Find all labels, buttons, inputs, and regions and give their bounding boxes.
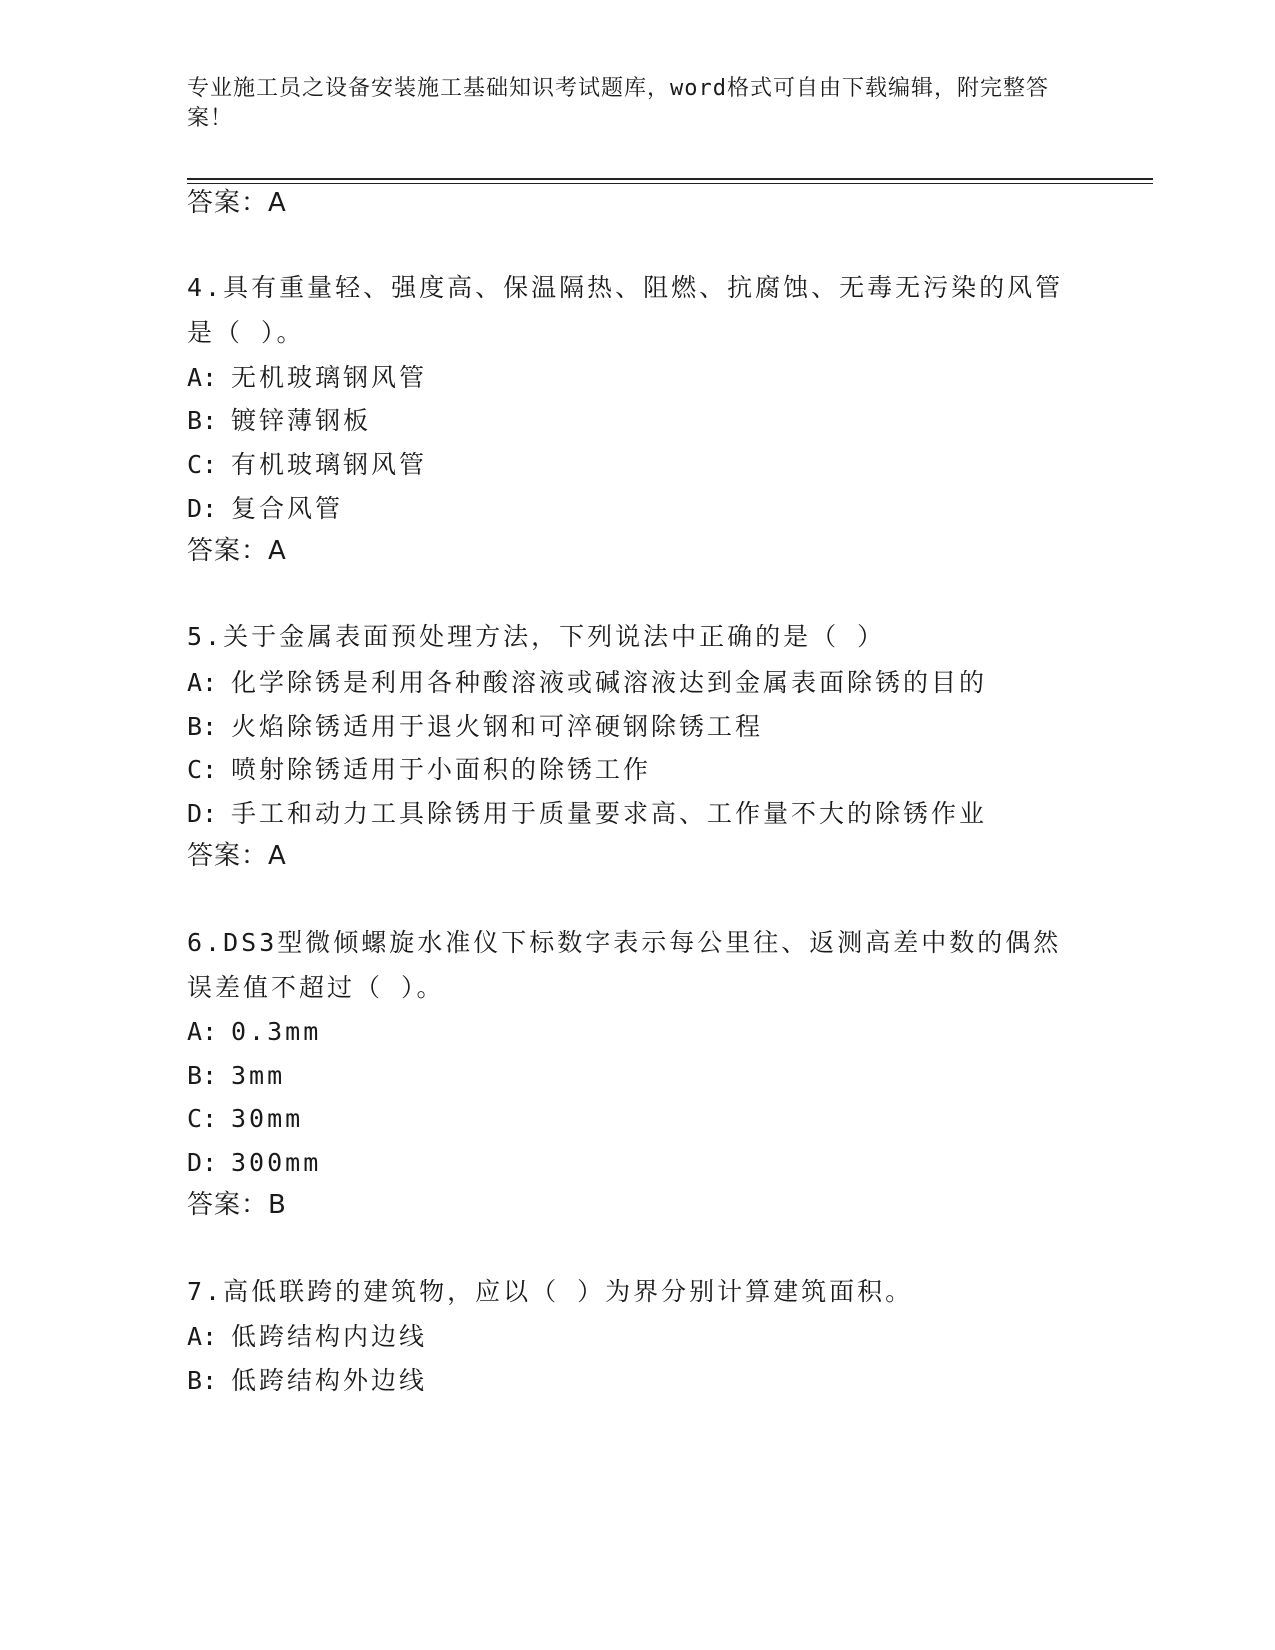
option-label: C: <box>187 1104 218 1133</box>
option-text: 30mm <box>231 1104 304 1133</box>
option-text: 低跨结构内边线 <box>231 1322 428 1351</box>
option-b <box>187 405 371 437</box>
option-d <box>187 1147 321 1179</box>
option-label: A: <box>187 1322 218 1351</box>
option-label: B: <box>187 406 218 435</box>
answer-line: 答案：A <box>187 536 287 566</box>
option-label: C: <box>187 450 218 479</box>
option-label: D: <box>187 799 218 828</box>
option-text: 镀锌薄钢板 <box>231 406 372 435</box>
option-label: B: <box>187 1061 218 1090</box>
question-stem: 6.DS3型微倾螺旋水准仪下标数字表示每公里往、返测高差中数的偶然误差值不超过（ ）。 <box>187 928 1062 1002</box>
option-a <box>187 1321 427 1353</box>
option-label: B: <box>187 1366 218 1395</box>
option-a <box>187 1016 321 1048</box>
option-label: C: <box>187 755 218 784</box>
question-stem: 4.具有重量轻、强度高、保温隔热、阻燃、抗腐蚀、无毒无污染的风管是（ ）。 <box>187 273 1064 347</box>
option-label: D: <box>187 494 218 523</box>
option-c <box>187 754 651 786</box>
option-text: 火焰除锈适用于退火钢和可淬硬钢除锈工程 <box>231 712 764 741</box>
option-label: B: <box>187 712 218 741</box>
option-d <box>187 493 343 525</box>
answer-line: 答案：B <box>187 1190 287 1220</box>
option-d <box>187 798 987 830</box>
answer-line: 答案：A <box>187 841 287 871</box>
option-text: 有机玻璃钢风管 <box>231 450 428 479</box>
option-a <box>187 362 427 394</box>
option-text: 无机玻璃钢风管 <box>231 363 428 392</box>
option-text: 复合风管 <box>231 494 344 523</box>
option-label: D: <box>187 1148 218 1177</box>
header-rule-thin <box>187 183 1153 184</box>
option-text: 3mm <box>231 1061 286 1090</box>
option-text: 喷射除锈适用于小面积的除锈工作 <box>231 755 652 784</box>
question-stem: 5.关于金属表面预处理方法，下列说法中正确的是（ ） <box>187 622 886 651</box>
option-label: A: <box>187 1017 218 1046</box>
option-a <box>187 667 987 699</box>
option-label: A: <box>187 363 218 392</box>
document-header: 专业施工员之设备安装施工基础知识考试题库，word格式可自由下载编辑，附完整答案！ <box>187 76 1049 131</box>
option-b <box>187 711 763 743</box>
option-c <box>187 449 427 481</box>
option-label: A: <box>187 668 218 697</box>
option-b <box>187 1060 285 1092</box>
option-c <box>187 1103 303 1135</box>
question-stem: 7.高低联跨的建筑物，应以（ ）为界分别计算建筑面积。 <box>187 1277 914 1306</box>
option-b <box>187 1365 427 1397</box>
option-text: 0.3mm <box>231 1017 322 1046</box>
answer-line: 答案：A <box>187 188 287 218</box>
option-text: 手工和动力工具除锈用于质量要求高、工作量不大的除锈作业 <box>231 799 988 828</box>
header-rule-thick <box>187 178 1153 180</box>
option-text: 化学除锈是利用各种酸溶液或碱溶液达到金属表面除锈的目的 <box>231 668 988 697</box>
option-text: 300mm <box>231 1148 322 1177</box>
option-text: 低跨结构外边线 <box>231 1366 428 1395</box>
